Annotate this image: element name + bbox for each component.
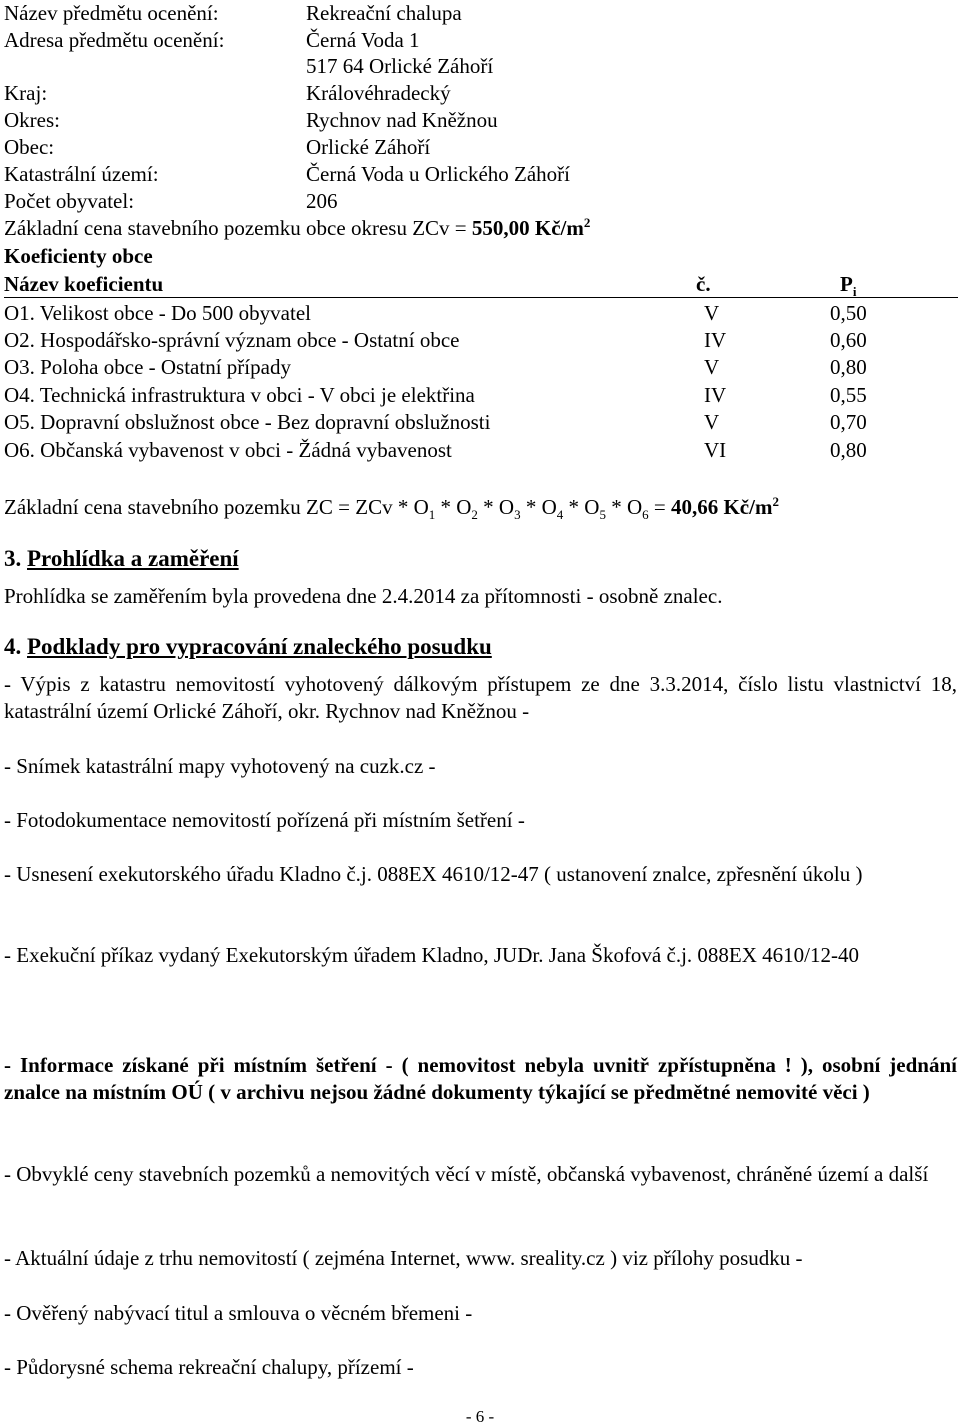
source-item: - Snímek katastrální mapy vyhotovený na cuzk.cz - (4, 754, 436, 778)
coef-p: 0,50 (830, 301, 867, 325)
section3-number: 3. (4, 546, 22, 571)
section3-text: Prohlídka se zaměřením byla provedena dne 2.4.2014 za přítomnosti - osobně znalec. (4, 584, 723, 608)
coef-num: VI (704, 438, 727, 462)
formula-o: * O (483, 495, 515, 519)
table-row (4, 327, 867, 353)
coef-name: O3. Poloha obce - Ostatní případy (4, 355, 291, 379)
base-price-value: 550,00 Kč/m (471, 216, 584, 240)
formula-sub: 5 (599, 507, 606, 523)
source-item: - Obvyklé ceny stavebních pozemků a nemovitých věcí v místě, občanská vybavenost, chráněné území a další (4, 1162, 929, 1186)
formula-eq: = (653, 495, 666, 519)
header-value: Rychnov nad Kněžnou (306, 108, 498, 132)
header-value: Rekreační chalupa (306, 1, 462, 25)
formula-sub: 2 (471, 507, 478, 523)
source-item: - Ověřený nabývací titul a smlouva o věcném břemeni - (4, 1301, 473, 1325)
coef-name: O5. Dopravní obslužnost obce - Bez dopravní obslužnosti (4, 410, 491, 434)
formula-result: 40,66 Kč/m (670, 495, 773, 519)
header-row (4, 0, 462, 26)
formula-o: * O (397, 495, 429, 519)
section4-number: 4. (4, 634, 22, 659)
source-item: - Exekuční příkaz vydaný Exekutorským úřadem Kladno, JUDr. Jana Škofová č.j. 088EX 4610/12-40 (4, 943, 859, 967)
coef-num: V (704, 410, 720, 434)
formula-sub: 3 (514, 507, 521, 523)
formula-prefix: Základní cena stavebního pozemku ZC = ZCv (4, 495, 393, 519)
coef-p: 0,55 (830, 383, 867, 407)
col-num-header: č. (696, 272, 711, 296)
header-label: Okres: (4, 108, 60, 132)
header-label: Název předmětu ocenění: (4, 1, 219, 25)
header-row (4, 80, 451, 106)
page-number: - 6 - (465, 1407, 495, 1426)
source-item: - Fotodokumentace nemovitostí pořízená při místním šetření - (4, 808, 525, 832)
header-row (4, 134, 431, 160)
coef-num: IV (704, 328, 727, 352)
table-row (4, 437, 867, 463)
formula-o: * O (568, 495, 600, 519)
coef-p: 0,60 (830, 328, 867, 352)
header-row (4, 188, 338, 214)
coef-p: 0,70 (830, 410, 867, 434)
header-value: Černá Voda 1 (306, 28, 420, 52)
coef-p: 0,80 (830, 438, 867, 462)
table-row (4, 300, 867, 326)
coef-name: O1. Velikost obce - Do 500 obyvatel (4, 301, 311, 325)
source-item: - Výpis z katastru nemovitostí vyhotovený dálkovým přístupem ze dne 3.3.2014, číslo listu vlastnictví 18, katastrální území Orlické Záhoří, okr. Rychnov nad Kněžnou - (4, 672, 957, 723)
coef-num: V (704, 355, 720, 379)
header-value: Královéhradecký (306, 81, 451, 105)
section4-title: Podklady pro vypracování znaleckého posudku (27, 634, 492, 659)
coef-name: O2. Hospodářsko-správní význam obce - Ostatní obce (4, 328, 460, 352)
header-value: 206 (306, 189, 338, 213)
formula-sub: 6 (642, 507, 649, 523)
header-label: Katastrální území: (4, 162, 159, 186)
section3-title: Prohlídka a zaměření (27, 546, 239, 571)
header-value: Černá Voda u Orlického Záhoří (306, 162, 570, 186)
formula-o: * O (525, 495, 557, 519)
header-label: Obec: (4, 135, 55, 159)
col-p-letter: P (840, 272, 853, 296)
section4-heading (4, 634, 492, 660)
table-row (4, 382, 867, 408)
formula-sub: 4 (556, 507, 564, 523)
formula-result-sup: 2 (772, 494, 779, 509)
col-name-header: Název koeficientu (4, 272, 164, 296)
coefficients-header (4, 271, 857, 300)
table-row (4, 354, 867, 380)
header-value: Orlické Záhoří (306, 135, 431, 159)
coef-name: O6. Občanská vybavenost v obci - Žádná vybavenost (4, 438, 452, 462)
base-price-sup: 2 (583, 215, 591, 230)
table-row (4, 409, 867, 435)
header-row (4, 161, 570, 187)
coef-p: 0,80 (830, 355, 867, 379)
coef-name: O4. Technická infrastruktura v obci - V obci je elektřina (4, 383, 475, 407)
formula-o: * O (611, 495, 643, 519)
coef-num: IV (704, 383, 727, 407)
header-label: Kraj: (4, 81, 48, 105)
header-label: Adresa předmětu ocenění: (4, 28, 225, 52)
base-price-text: Základní cena stavebního pozemku obce okresu ZCv = (4, 216, 472, 240)
formula-line (4, 494, 779, 523)
col-p-header (840, 271, 857, 300)
source-item: - Půdorysné schema rekreační chalupy, přízemí - (4, 1355, 414, 1379)
source-item: - Usnesení exekutorského úřadu Kladno č.j. 088EX 4610/12-47 ( ustanovení znalce, zpřesnění úkolu ) (4, 862, 863, 886)
source-item: - Informace získané při místním šetření - ( nemovitost nebyla uvnitř zpřístupněna ! ), osobní jednání znalce na místním OÚ ( v archivu nejsou žádné dokumenty týkající se předmětné nemovité věci ) (4, 1053, 957, 1104)
col-p-sub: i (852, 284, 857, 300)
coefficients-title: Koeficienty obce (4, 244, 153, 268)
table-rule (4, 297, 958, 298)
header-row (4, 107, 498, 133)
formula-sub: 1 (428, 507, 436, 523)
base-price-line (4, 215, 590, 241)
header-row (4, 27, 420, 53)
coef-num: V (704, 301, 720, 325)
source-item: - Aktuální údaje z trhu nemovitostí ( zejména Internet, www. sreality.cz ) viz přílohy posudku - (4, 1246, 803, 1270)
section3-heading (4, 546, 239, 572)
formula-o: * O (440, 495, 472, 519)
header-value: 517 64 Orlické Záhoří (306, 54, 494, 78)
header-label: Počet obyvatel: (4, 189, 135, 213)
